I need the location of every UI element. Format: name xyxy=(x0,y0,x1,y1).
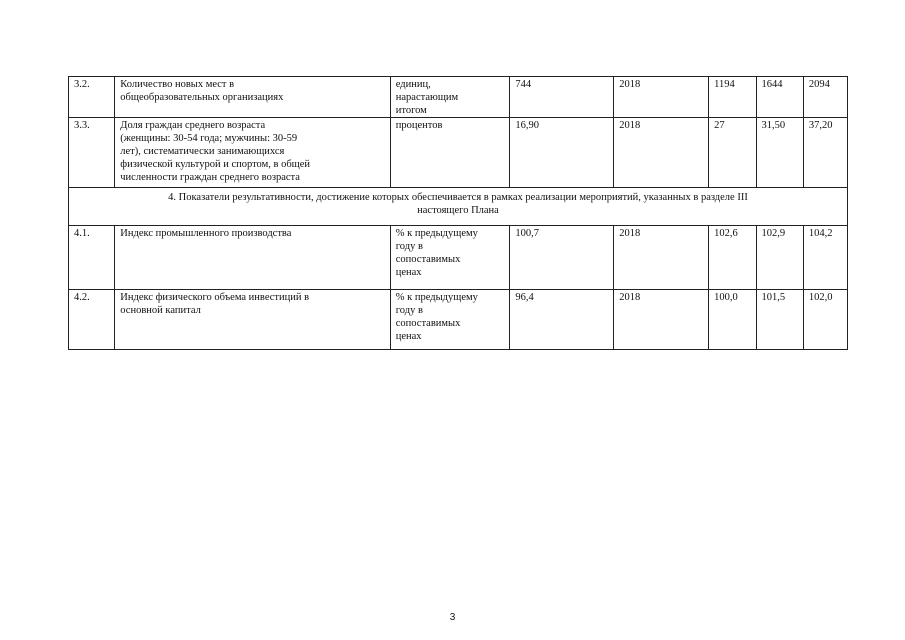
base-value-cell: 100,7 xyxy=(510,226,614,290)
target-value-3: 102,0 xyxy=(803,290,847,350)
base-value-cell: 744 xyxy=(510,77,614,118)
base-year-cell: 2018 xyxy=(614,226,709,290)
base-year-cell: 2018 xyxy=(614,77,709,118)
target-value-1: 102,6 xyxy=(709,226,756,290)
base-year-cell: 2018 xyxy=(614,290,709,350)
row-number: 4.2. xyxy=(69,290,115,350)
unit-cell: единиц, нарастающим итогом xyxy=(390,77,510,118)
indicator-name: Индекс промышленного производства xyxy=(115,226,390,290)
base-value-cell: 16,90 xyxy=(510,118,614,188)
unit-cell: процентов xyxy=(390,118,510,188)
page-number: 3 xyxy=(449,612,456,623)
indicator-name: Количество новых мест в общеобразовательных организациях xyxy=(115,77,390,118)
base-value-cell: 96,4 xyxy=(510,290,614,350)
table-row xyxy=(69,290,848,350)
target-value-3: 104,2 xyxy=(803,226,847,290)
target-value-1: 1194 xyxy=(709,77,756,118)
row-number: 3.3. xyxy=(69,118,115,188)
table-row xyxy=(69,118,848,188)
target-value-3: 2094 xyxy=(803,77,847,118)
base-year-cell: 2018 xyxy=(614,118,709,188)
target-value-3: 37,20 xyxy=(803,118,847,188)
indicator-name: Доля граждан среднего возраста (женщины: 30-54 года; мужчины: 30-59 лет), систематически занимающихся физической культурой и спортом, в общей численности граждан среднего возраста xyxy=(115,118,390,188)
indicators-table xyxy=(68,76,848,350)
row-number: 4.1. xyxy=(69,226,115,290)
section-header-row xyxy=(69,188,848,226)
table-row xyxy=(69,226,848,290)
indicator-name: Индекс физического объема инвестиций в основной капитал xyxy=(115,290,390,350)
target-value-1: 27 xyxy=(709,118,756,188)
target-value-2: 102,9 xyxy=(756,226,803,290)
unit-cell: % к предыдущему году в сопоставимых ценах xyxy=(390,290,510,350)
section-title: 4. Показатели результативности, достижение которых обеспечивается в рамках реализации мероприятий, указанных в разделе III настоящего Плана xyxy=(69,188,848,226)
table-row xyxy=(69,77,848,118)
target-value-2: 1644 xyxy=(756,77,803,118)
row-number: 3.2. xyxy=(69,77,115,118)
target-value-1: 100,0 xyxy=(709,290,756,350)
unit-cell: % к предыдущему году в сопоставимых ценах xyxy=(390,226,510,290)
target-value-2: 31,50 xyxy=(756,118,803,188)
target-value-2: 101,5 xyxy=(756,290,803,350)
